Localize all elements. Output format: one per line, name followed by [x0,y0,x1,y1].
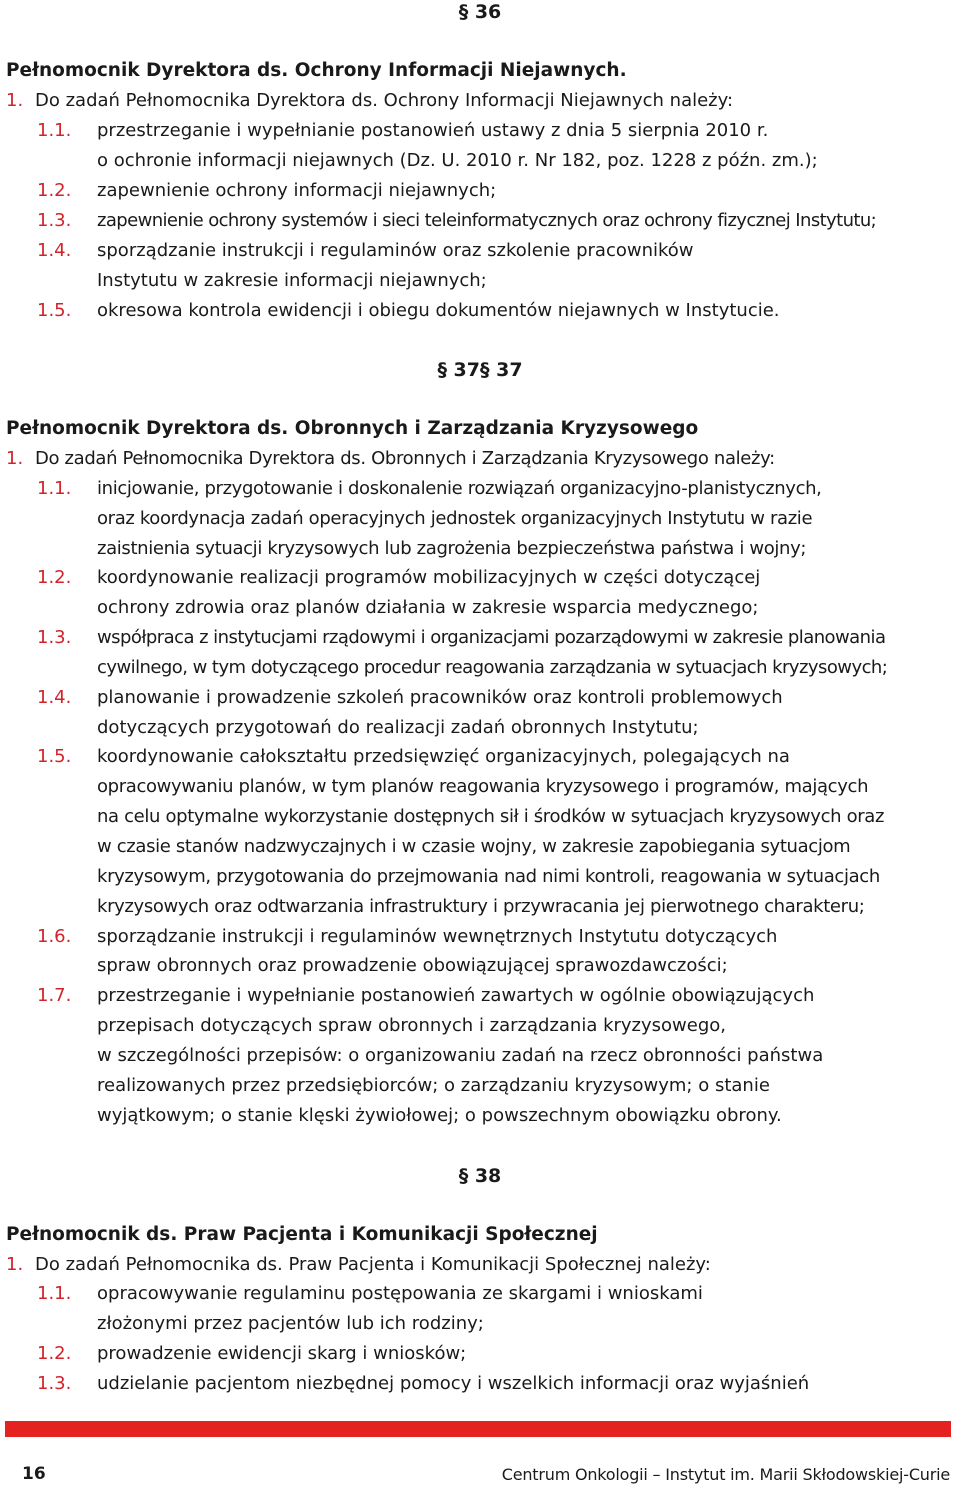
item-text: ochrony zdrowia oraz planów działania w zakresie wsparcia medycznego; [97,597,759,618]
section-title: Pełnomocnik Dyrektora ds. Ochrony Informacji Niejawnych. [6,60,627,81]
item-text: w czasie stanów nadzwyczajnych i w czasie wojny, w zakresie zapobiegania sytuacjom [97,836,851,857]
item-number: 1.1. [37,1283,72,1304]
item-number: 1.7. [37,985,72,1006]
intro-text: Do zadań Pełnomocnika Dyrektora ds. Obronnych i Zarządzania Kryzysowego należy: [35,448,775,469]
intro-number: 1. [6,90,24,111]
item-text: koordynowanie całokształtu przedsięwzięć organizacyjnych, polegających na [97,746,790,767]
item-text: opracowywanie regulaminu postępowania ze skargami i wnioskami [97,1283,703,1304]
section-title: Pełnomocnik ds. Praw Pacjenta i Komunikacji Społecznej [6,1224,598,1245]
item-number: 1.3. [37,1373,72,1394]
item-number: 1.3. [37,627,72,648]
item-text: zapewnienie ochrony informacji niejawnych; [97,180,497,201]
item-number: 1.5. [37,300,72,321]
item-text: planowanie i prowadzenie szkoleń pracowników oraz kontroli problemowych [97,687,783,708]
item-text: realizowanych przez przedsiębiorców; o zarządzaniu kryzysowym; o stanie [97,1075,770,1096]
item-text: Instytutu w zakresie informacji niejawnych; [97,270,487,291]
item-text: koordynowanie realizacji programów mobilizacyjnych w części dotyczącej [97,567,761,588]
item-text: okresowa kontrola ewidencji i obiegu dokumentów niejawnych w Instytucie. [97,300,780,321]
intro-text: Do zadań Pełnomocnika Dyrektora ds. Ochrony Informacji Niejawnych należy: [35,90,734,111]
footer-institution: Centrum Onkologii – Instytut im. Marii Skłodowskiej-Curie [501,1465,950,1484]
item-number: 1.4. [37,687,72,708]
item-text: zaistnienia sytuacji kryzysowych lub zagrożenia bezpieczeństwa państwa i wojny; [97,538,807,559]
item-text: zapewnienie ochrony systemów i sieci teleinformatycznych oraz ochrony fizycznej Instytutu; [97,210,877,231]
item-text: złożonymi przez pacjentów lub ich rodziny; [97,1313,484,1334]
item-number: 1.2. [37,567,72,588]
item-text: sporządzanie instrukcji i regulaminów wewnętrznych Instytutu dotyczących [97,926,778,947]
item-text: w szczególności przepisów: o organizowaniu zadań na rzecz obronności państwa [97,1045,824,1066]
item-number: 1.1. [37,120,72,141]
page-number: 16 [22,1464,46,1484]
item-text: kryzysowych oraz odtwarzania infrastruktury i przywracania jej pierwotnego charakteru; [97,896,865,917]
item-text: opracowywaniu planów, w tym planów reagowania kryzysowego i programów, mających [97,776,869,797]
item-text: wyjątkowym; o stanie klęski żywiołowej; o powszechnym obowiązku obrony. [97,1105,782,1126]
section-heading: § 37§ 37 [437,359,523,381]
item-number: 1.2. [37,180,72,201]
item-text: cywilnego, w tym dotyczącego procedur reagowania zarządzania w sytuacjach kryzysowych; [97,657,888,678]
item-text: oraz koordynacja zadań operacyjnych jednostek organizacyjnych Instytutu w razie [97,508,813,529]
item-text: przepisach dotyczących spraw obronnych i zarządzania kryzysowego, [97,1015,727,1036]
item-number: 1.5. [37,746,72,767]
item-text: prowadzenie ewidencji skarg i wniosków; [97,1343,467,1364]
item-text: o ochronie informacji niejawnych (Dz. U. 2010 r. Nr 182, poz. 1228 z późn. zm.); [97,150,818,171]
intro-number: 1. [6,448,24,469]
item-number: 1.3. [37,210,72,231]
item-text: udzielanie pacjentom niezbędnej pomocy i wszelkich informacji oraz wyjaśnień [97,1373,810,1394]
item-text: przestrzeganie i wypełnianie postanowień ustawy z dnia 5 sierpnia 2010 r. [97,120,769,141]
item-number: 1.6. [37,926,72,947]
item-number: 1.2. [37,1343,72,1364]
section-title: Pełnomocnik Dyrektora ds. Obronnych i Zarządzania Kryzysowego [6,418,699,439]
item-number: 1.1. [37,478,72,499]
item-text: inicjowanie, przygotowanie i doskonalenie rozwiązań organizacyjno-planistycznych, [97,478,822,499]
item-number: 1.4. [37,240,72,261]
item-text: spraw obronnych oraz prowadzenie obowiązującej sprawozdawczości; [97,955,728,976]
item-text: sporządzanie instrukcji i regulaminów oraz szkolenie pracowników [97,240,694,261]
section-heading: § 38 [458,1165,502,1187]
item-text: kryzysowym, przygotowania do przejmowania nad nimi kontroli, reagowania w sytuacjach [97,866,880,887]
intro-text: Do zadań Pełnomocnika ds. Praw Pacjenta i Komunikacji Społecznej należy: [35,1254,711,1275]
item-text: współpraca z instytucjami rządowymi i organizacjami pozarządowymi w zakresie planowania [97,627,886,648]
item-text: przestrzeganie i wypełnianie postanowień zawartych w ogólnie obowiązujących [97,985,815,1006]
section-heading: § 36 [458,1,502,23]
footer-red-bar [5,1421,951,1437]
item-text: dotyczących przygotowań do realizacji zadań obronnych Instytutu; [97,717,699,738]
item-text: na celu optymalne wykorzystanie dostępnych sił i środków w sytuacjach kryzysowych oraz [97,806,885,827]
intro-number: 1. [6,1254,24,1275]
